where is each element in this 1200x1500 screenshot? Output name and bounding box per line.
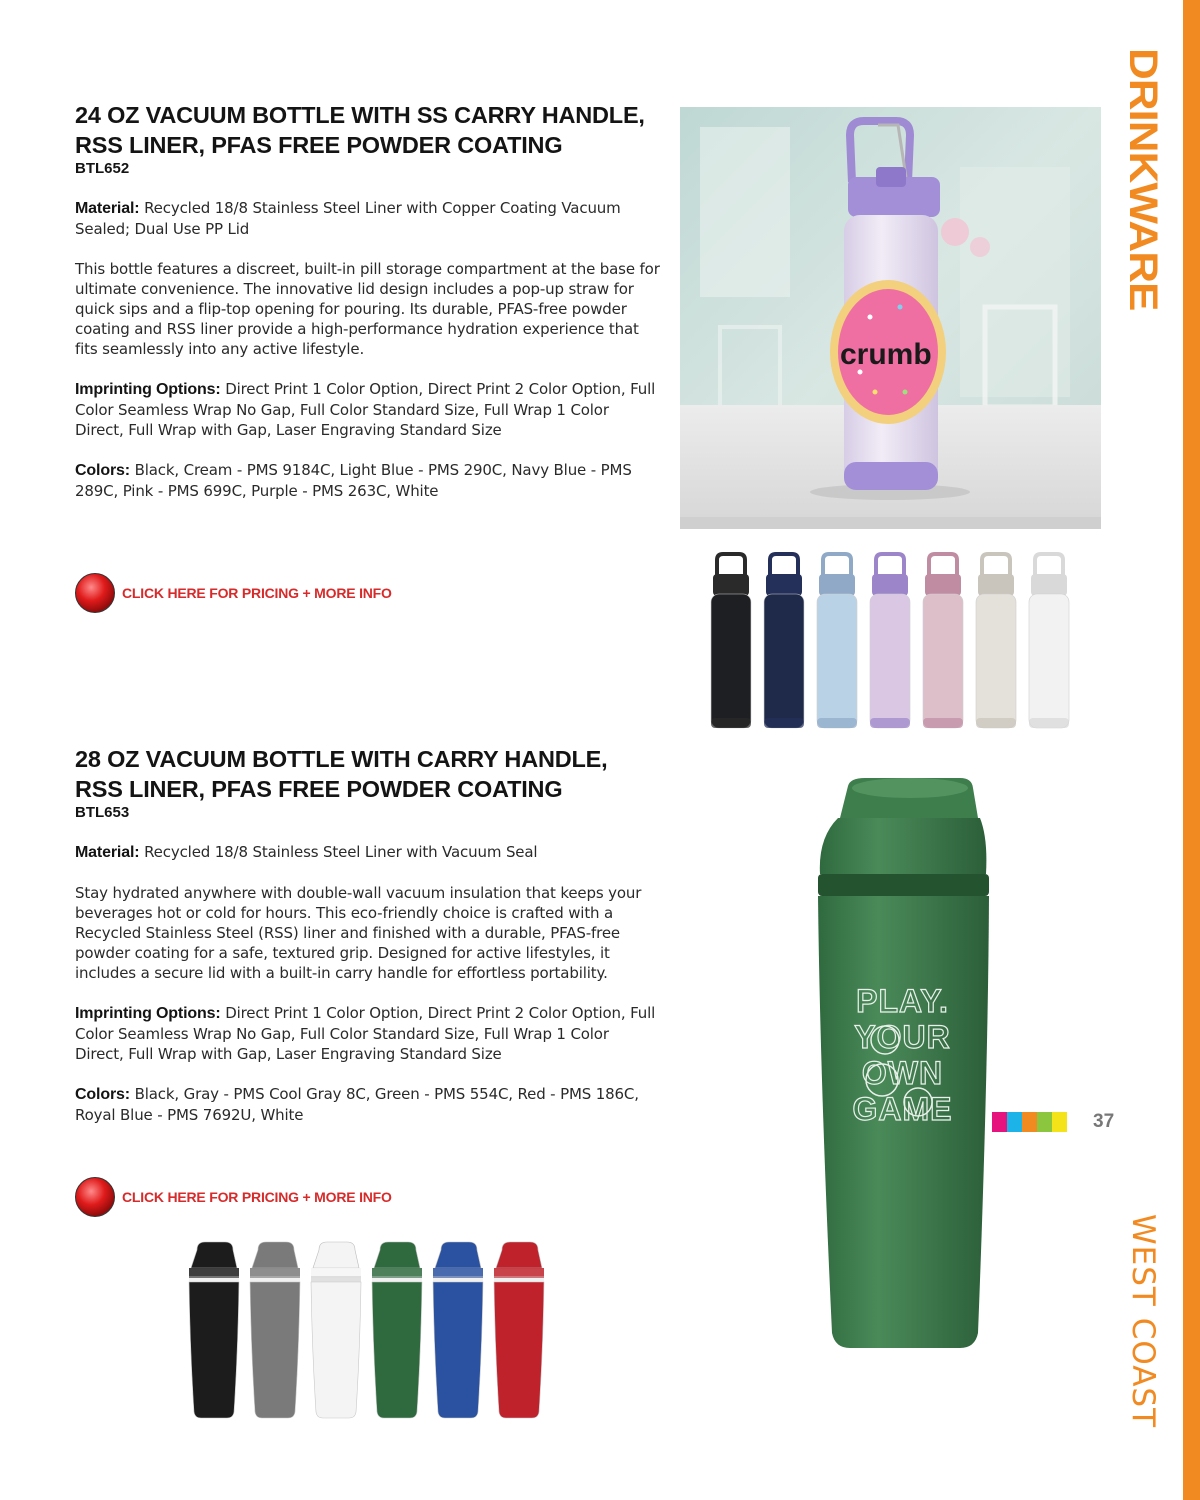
color-swatch-bottle [870, 554, 910, 728]
pricing-link-label: CLICK HERE FOR PRICING + MORE INFO [122, 1189, 392, 1205]
material-text [75, 842, 660, 863]
product-title-line: RSS LINER, PFAS FREE POWDER COATING [75, 132, 563, 158]
product-title [75, 744, 660, 804]
imprint-value: Direct Print 1 Color Option, Direct Print 2 Color Option, Full Color Seamless Wrap No Gap, Full Color Standard Size, Full Wrap 1 Color Direct, Full Wrap with Gap, Laser Engraving Standard Size [75, 380, 656, 439]
imprint-text [75, 379, 660, 440]
material-text [75, 198, 660, 239]
colors-label: Colors: [75, 1086, 130, 1103]
color-swatch-row-btl653 [185, 1240, 550, 1420]
engraving-line: OWN [861, 1055, 944, 1091]
color-swatches-btl653 [185, 1240, 550, 1420]
side-accent-band [1183, 0, 1200, 1500]
product-description: This bottle features a discreet, built-in pill storage compartment at the base for ultimate convenience. The innovative lid design includes a pop-up straw for quick sips and a flip-top opening for pouring. Its durable, PFAS-free powder coating and RSS liner provide a high-performance hydration experience that fits seamlessly into any active lifestyle. [75, 260, 660, 358]
color-bar-segment [1037, 1112, 1052, 1132]
material-value: Recycled 18/8 Stainless Steel Liner with Vacuum Seal [144, 843, 538, 861]
product-title-line: 28 OZ VACUUM BOTTLE WITH CARRY HANDLE, [75, 746, 608, 772]
color-swatch-bottle [250, 1242, 300, 1418]
color-swatches-btl652 [705, 550, 1077, 730]
product-description: Stay hydrated anywhere with double-wall vacuum insulation that keeps your beverages hot or cold for hours. This eco-friendly choice is crafted with a Recycled Stainless Steel (RSS) liner and finished with a durable, PFAS-free powder coating for a safe, textured grip. Designed for active lifestyles, it includes a secure lid with a built-in carry handle for effortless portability. [75, 884, 642, 982]
pricing-link-label: CLICK HERE FOR PRICING + MORE INFO [122, 585, 392, 601]
imprint-label: Imprinting Options: [75, 1005, 221, 1022]
lifestyle-photo-art [680, 107, 1101, 529]
product-photo-btl653 [810, 778, 995, 1353]
engraving-line: PLAY. [856, 983, 949, 1019]
product-title [75, 100, 660, 160]
color-bar-segment [1052, 1112, 1067, 1132]
color-swatch-bottle [923, 554, 963, 728]
color-swatch-bottle [711, 554, 751, 728]
color-bar-segment [992, 1112, 1007, 1132]
material-label: Material: [75, 844, 140, 861]
color-swatch-bottle [1029, 554, 1069, 728]
imprint-label: Imprinting Options: [75, 381, 221, 398]
product-title-line: 24 OZ VACUUM BOTTLE WITH SS CARRY HANDLE, [75, 102, 645, 128]
colors-value: Black, Gray - PMS Cool Gray 8C, Green - PMS 554C, Red - PMS 186C, Royal Blue - PMS 7692U, White [75, 1085, 639, 1124]
pricing-link[interactable] [75, 1177, 392, 1217]
color-bar-segment [1007, 1112, 1022, 1132]
imprint-value: Direct Print 1 Color Option, Direct Print 2 Color Option, Full Color Seamless Wrap No Gap, Full Color Standard Size, Full Wrap 1 Color Direct, Full Wrap with Gap, Laser Engraving Standard Size [75, 1004, 656, 1063]
pricing-link[interactable] [75, 573, 392, 613]
color-bar-segment [1022, 1112, 1037, 1132]
bottle-print-text: crumb [840, 338, 932, 371]
engraving-line: GAME [852, 1091, 953, 1127]
product-sku: BTL653 [75, 804, 130, 821]
product-lifestyle-photo [680, 107, 1101, 529]
product-title-line: RSS LINER, PFAS FREE POWDER COATING [75, 776, 563, 802]
color-swatch-bottle [817, 554, 857, 728]
color-swatch-bottle [311, 1242, 361, 1418]
bottle-engraving [850, 983, 955, 1127]
product-sku: BTL652 [75, 160, 130, 177]
product-btl652 [75, 100, 660, 501]
color-swatch-row-btl652 [705, 550, 1077, 730]
product-btl653 [75, 744, 660, 1125]
imprint-text [75, 1003, 660, 1064]
page-number: 37 [1093, 1111, 1115, 1132]
red-button-icon [75, 573, 115, 613]
section-label: DRINKWARE [1120, 48, 1165, 311]
brand-color-bar [992, 1112, 1067, 1132]
material-label: Material: [75, 200, 140, 217]
engraving-line: YOUR [854, 1019, 951, 1055]
colors-text [75, 460, 660, 501]
colors-value: Black, Cream - PMS 9184C, Light Blue - PMS 290C, Navy Blue - PMS 289C, Pink - PMS 699C, Purple - PMS 263C, White [75, 461, 632, 500]
color-swatch-bottle [372, 1242, 422, 1418]
colors-text [75, 1084, 660, 1125]
material-value: Recycled 18/8 Stainless Steel Liner with Copper Coating Vacuum Sealed; Dual Use PP Lid [75, 199, 621, 238]
color-swatch-bottle [764, 554, 804, 728]
color-swatch-bottle [189, 1242, 239, 1418]
red-button-icon [75, 1177, 115, 1217]
region-label: WEST COAST [1125, 1214, 1161, 1429]
color-swatch-bottle [494, 1242, 544, 1418]
color-swatch-bottle [433, 1242, 483, 1418]
color-swatch-bottle [976, 554, 1016, 728]
colors-label: Colors: [75, 462, 130, 479]
